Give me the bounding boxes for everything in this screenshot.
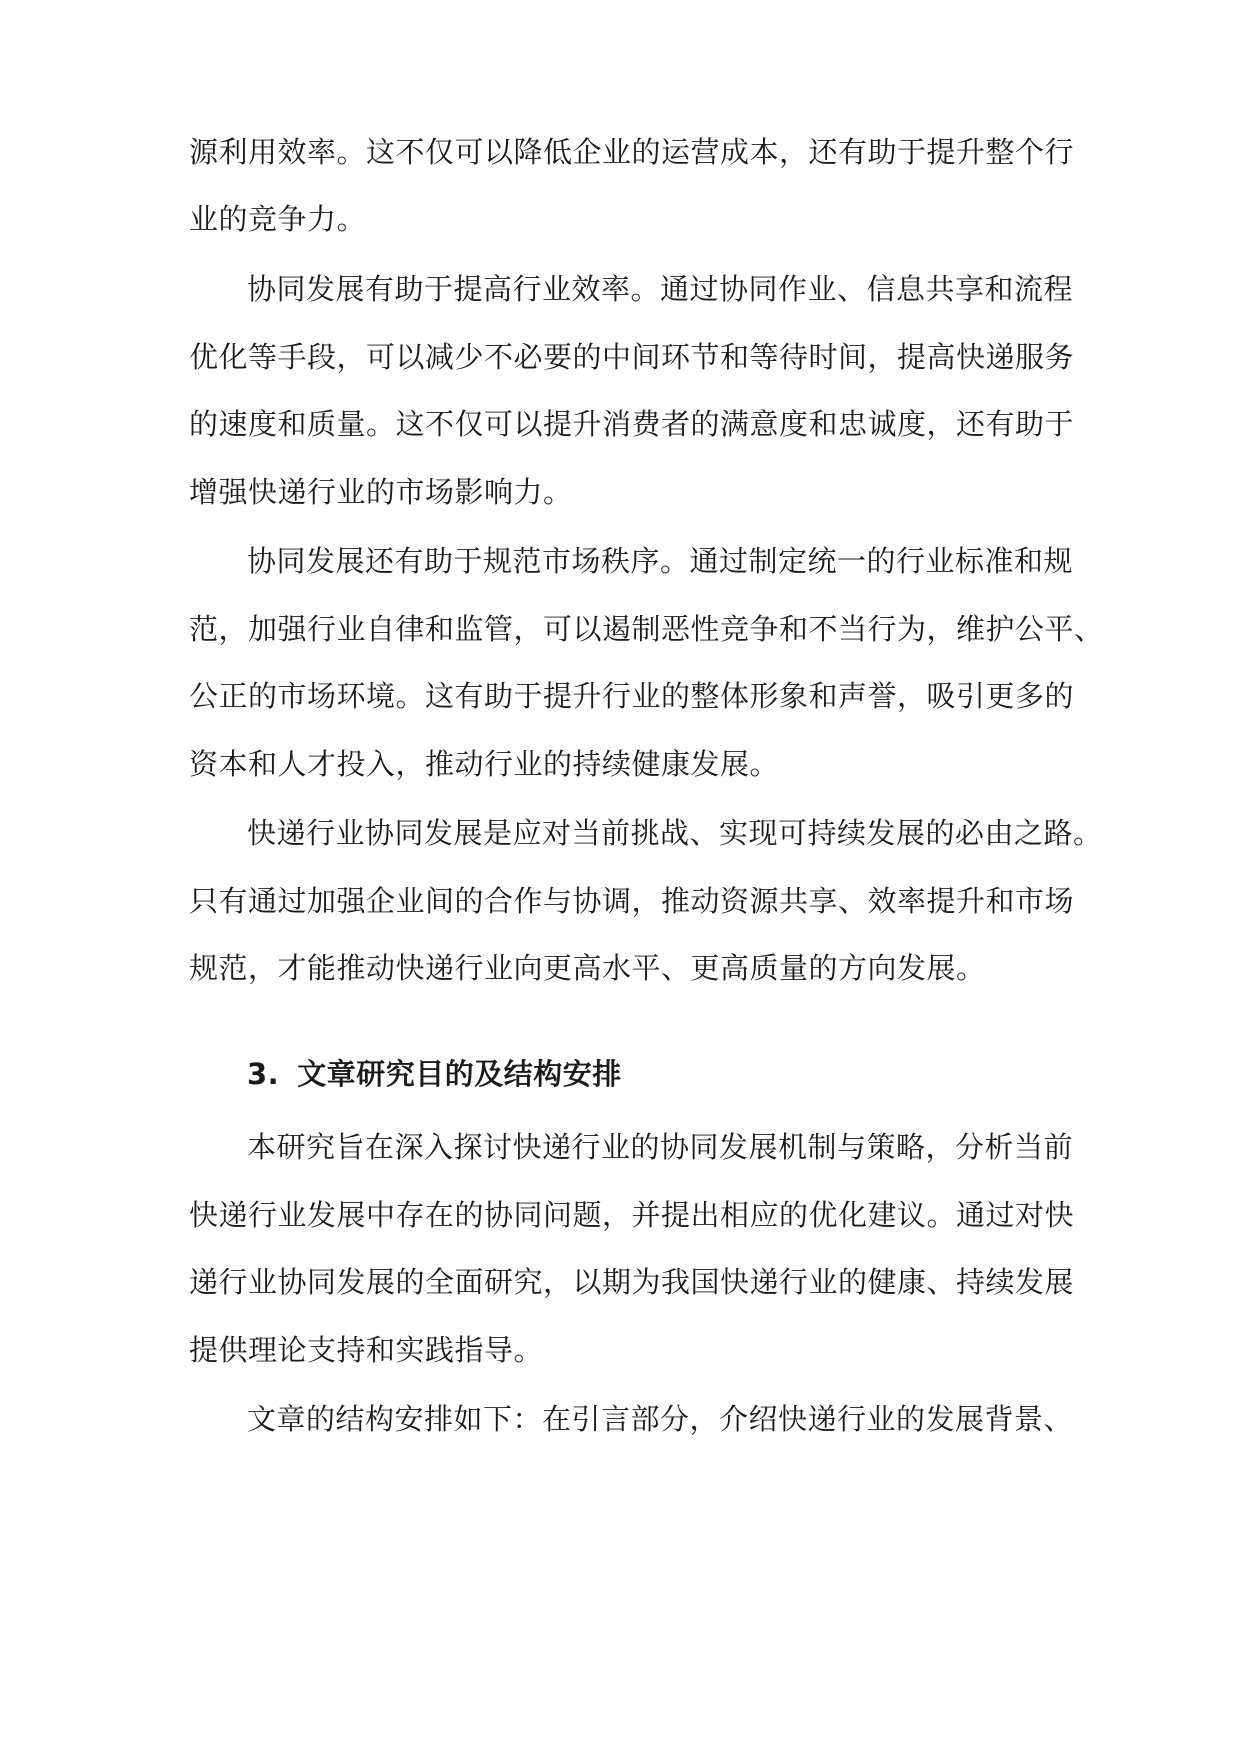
paragraph-1-line-2: 业的竞争力。 [189,202,367,236]
paragraph-3-line-2: 范，加强行业自律和监管，可以遏制恶性竞争和不当行为，维护公平、 [189,612,1104,646]
paragraph-6-line-1: 文章的结构安排如下：在引言部分，介绍快递行业的发展背景、 [247,1402,1074,1436]
paragraph-4-line-2: 只有通过加强企业间的合作与协调，推动资源共享、效率提升和市场 [189,884,1075,918]
paragraph-1-line-1: 源利用效率。这不仅可以降低企业的运营成本，还有助于提升整个行 [189,135,1075,169]
paragraph-3-line-3: 公正的市场环境。这有助于提升行业的整体形象和声誉，吸引更多的 [189,679,1075,713]
paragraph-5-line-4: 提供理论支持和实践指导。 [189,1333,544,1367]
paragraph-4-line-3: 规范，才能推动快递行业向更高水平、更高质量的方向发展。 [189,951,986,985]
paragraph-5-line-3: 递行业协同发展的全面研究，以期为我国快递行业的健康、持续发展 [189,1265,1075,1299]
paragraph-5-line-1: 本研究旨在深入探讨快递行业的协同发展机制与策略，分析当前 [247,1130,1074,1164]
paragraph-2-line-1: 协同发展有助于提高行业效率。通过协同作业、信息共享和流程 [247,272,1074,306]
paragraph-5-line-2: 快递行业发展中存在的协同问题，并提出相应的优化建议。通过对快 [189,1198,1075,1232]
paragraph-2-line-3: 的速度和质量。这不仅可以提升消费者的满意度和忠诚度，还有助于 [189,407,1075,441]
paragraph-3-line-4: 资本和人才投入，推动行业的持续健康发展。 [189,747,780,781]
section-heading [247,1054,1127,1094]
section-number: 3. [247,1057,280,1091]
paragraph-2-line-4: 增强快递行业的市场影响力。 [189,475,573,509]
section-title: 文章研究目的及结构安排 [297,1057,622,1091]
paragraph-2-line-2: 优化等手段，可以减少不必要的中间环节和等待时间，提高快递服务 [189,340,1075,374]
paragraph-3-line-1: 协同发展还有助于规范市场秩序。通过制定统一的行业标准和规 [247,544,1074,578]
paragraph-4-line-1: 快递行业协同发展是应对当前挑战、实现可持续发展的必由之路。 [247,816,1103,850]
